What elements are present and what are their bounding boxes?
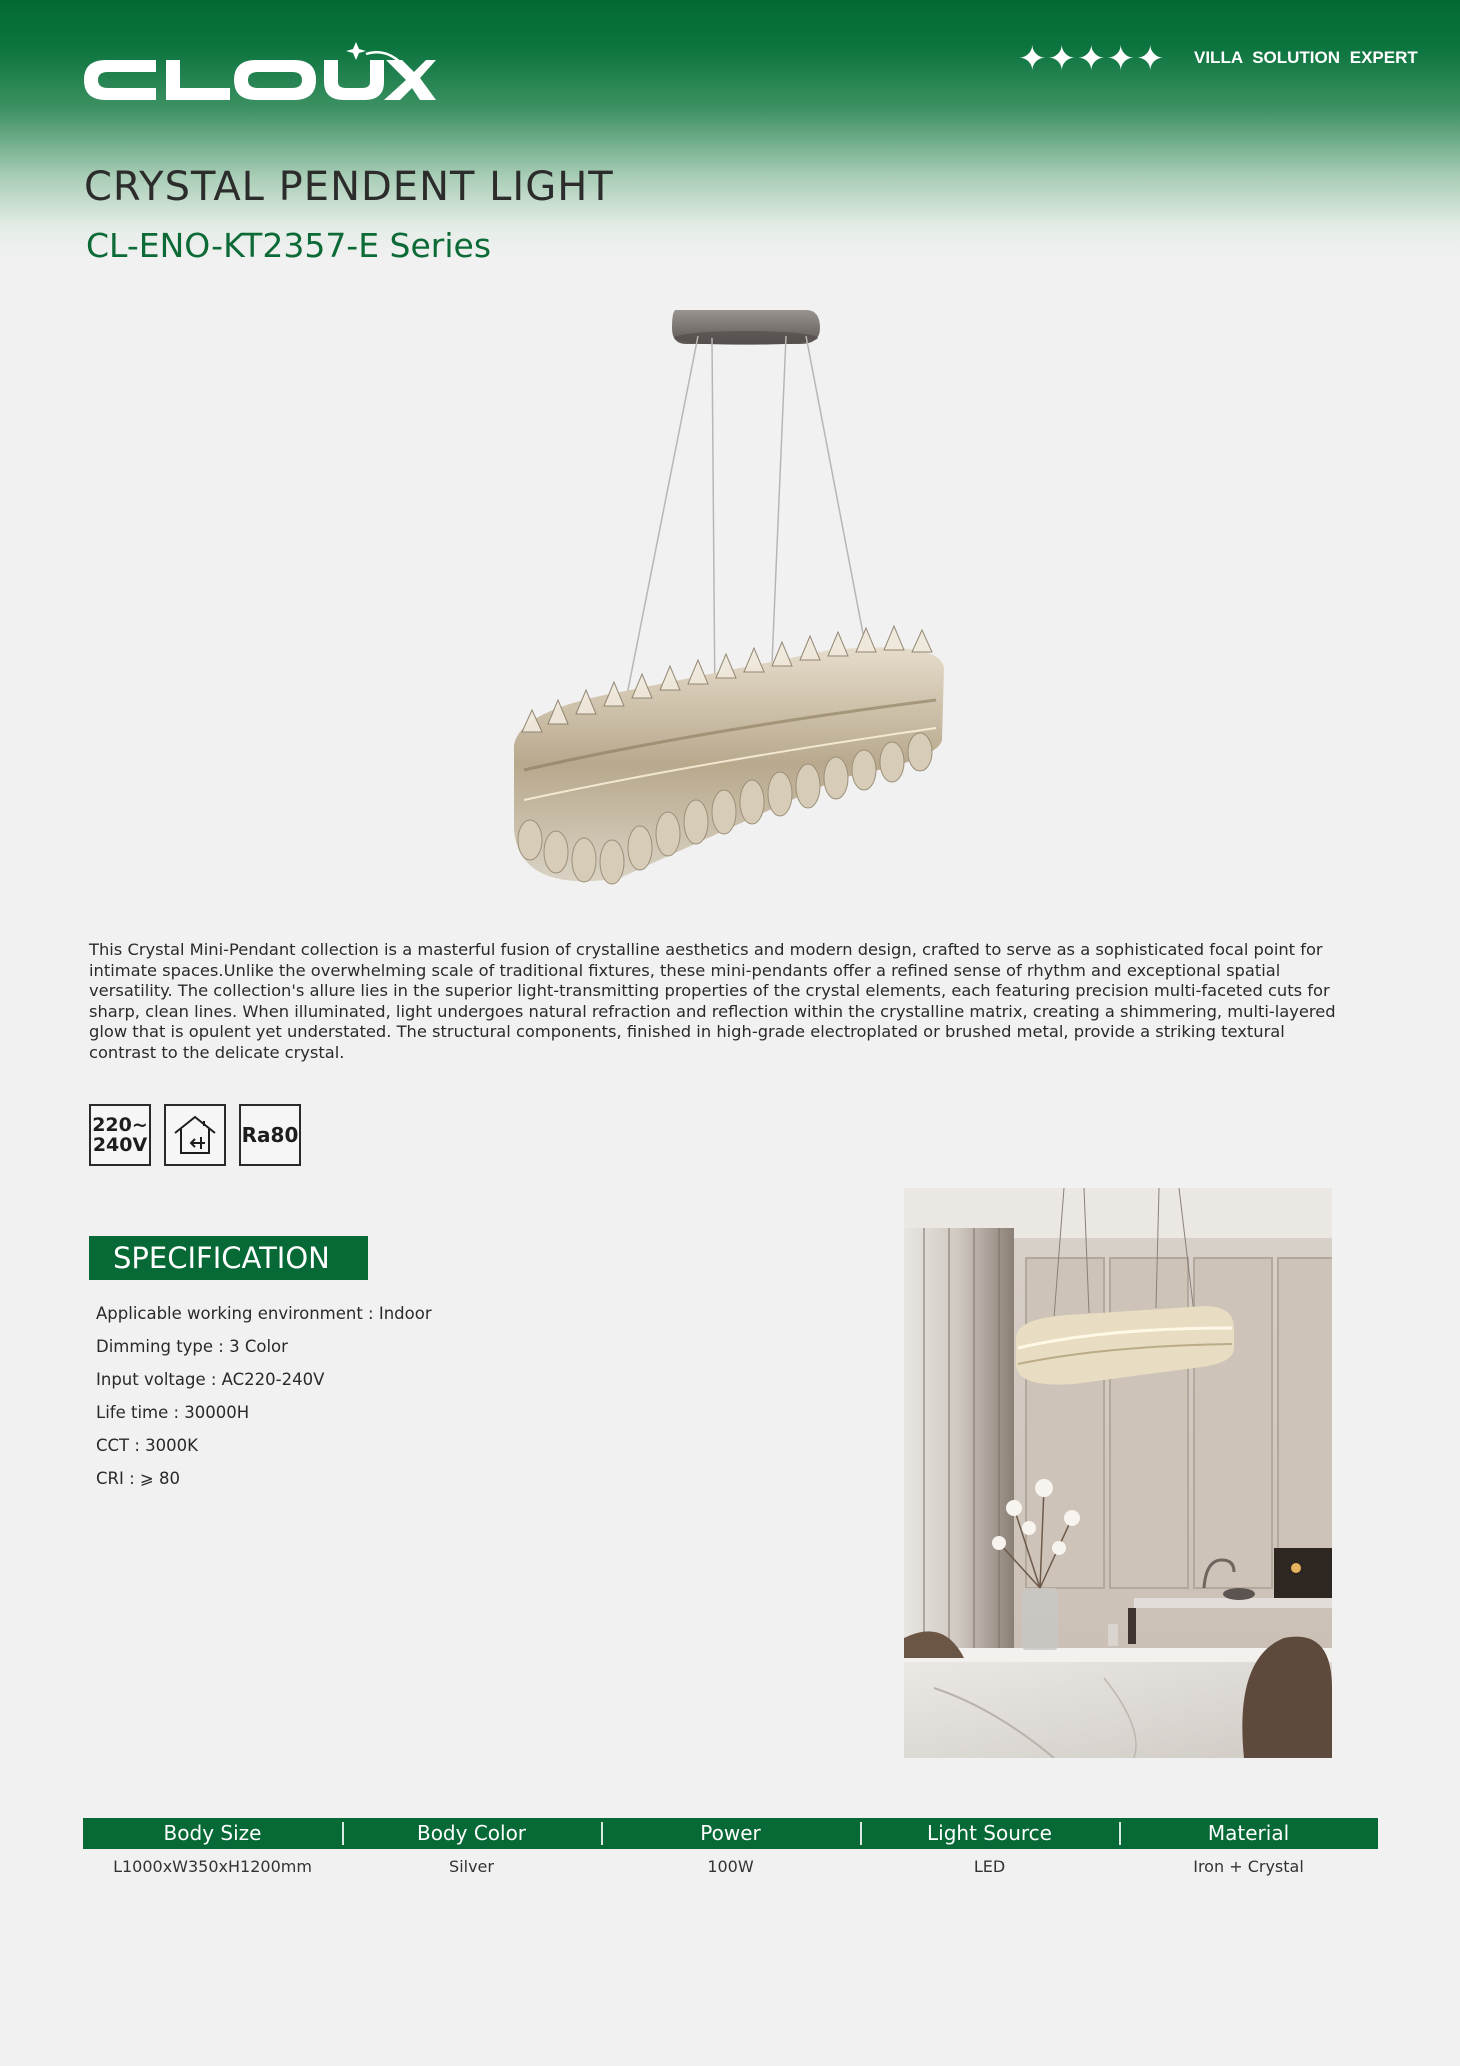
room-scene-image xyxy=(904,1188,1332,1758)
table-header-power: Power xyxy=(601,1818,860,1849)
page-title: CRYSTAL PENDENT LIGHT xyxy=(84,164,614,210)
table-cell-body-color: Silver xyxy=(449,1857,494,1876)
voltage-badge-line2: 240V xyxy=(92,1134,148,1156)
table-cell-material: Iron + Crystal xyxy=(1193,1857,1304,1876)
header-band xyxy=(0,0,1460,260)
table-header-body-color: Body Color xyxy=(342,1818,601,1849)
brand-logo xyxy=(84,42,436,104)
rating-stars-icon: ✦✦✦✦✦ xyxy=(1018,39,1166,79)
spec-item: Applicable working environment : Indoor xyxy=(96,1304,432,1323)
table-header-light-source: Light Source xyxy=(860,1818,1119,1849)
brand-tagline: VILLA SOLUTION EXPERT xyxy=(1194,48,1418,67)
spec-item: Dimming type : 3 Color xyxy=(96,1337,288,1356)
table-row xyxy=(83,1855,1378,1879)
table-cell-power: 100W xyxy=(707,1857,754,1876)
indoor-badge xyxy=(164,1104,226,1166)
specification-list xyxy=(96,1304,432,1502)
spec-item: Life time : 30000H xyxy=(96,1403,250,1422)
series-subtitle: CL-ENO-KT2357-E Series xyxy=(86,226,492,265)
indoor-house-icon xyxy=(171,1113,219,1157)
product-description: This Crystal Mini-Pendant collection is a masterful fusion of crystalline aesthetics and modern design, crafted to serve as a sophisticated focal point for intimate spaces.Unlike the overwhelming scale of traditional fixtures, these mini-pendants offer a refined sense of rhythm and exceptional spatial versatility. The collection's allure lies in the superior light-transmitting properties of the crystal elements, each featuring precision multi-faceted cuts for sharp, clean lines. When illuminated, light undergoes natural refraction and reflection within the crystalline matrix, creating a shimmering, multi-layered glow that is opulent yet understated. The structural components, finished in high-grade electroplated or brushed metal, provide a striking textural contrast to the delicate crystal. xyxy=(89,940,1336,1062)
specification-heading: SPECIFICATION xyxy=(89,1236,368,1280)
cri-badge: Ra80 xyxy=(239,1104,301,1166)
voltage-badge xyxy=(89,1104,151,1166)
spec-item: Input voltage : AC220-240V xyxy=(96,1370,325,1389)
product-image xyxy=(500,300,960,900)
spec-table-header xyxy=(83,1818,1378,1849)
table-cell-light-source: LED xyxy=(973,1857,1006,1876)
table-cell-body-size: L1000xW350xH1200mm xyxy=(113,1857,312,1876)
spec-item: CRI : ⩾ 80 xyxy=(96,1469,180,1488)
table-header-material: Material xyxy=(1119,1818,1378,1849)
voltage-badge-line1: 220~ xyxy=(92,1114,148,1136)
spec-item: CCT : 3000K xyxy=(96,1436,198,1455)
table-header-body-size: Body Size xyxy=(163,1821,262,1845)
